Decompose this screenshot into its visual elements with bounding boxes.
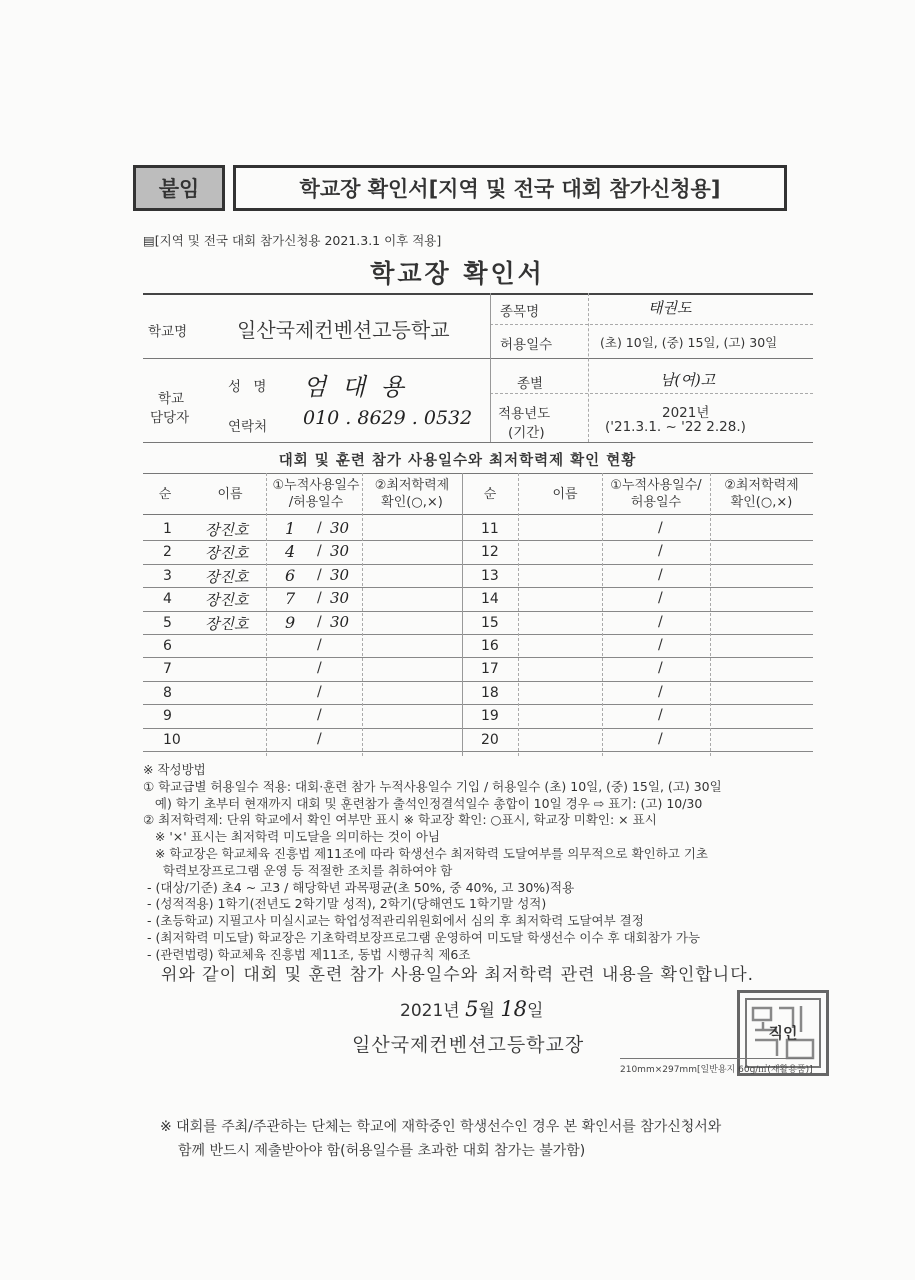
col-header-no-right: 순: [483, 487, 497, 502]
category-label: 종별: [517, 376, 544, 392]
table-row: [145, 705, 812, 728]
used-days-handwritten: 4: [285, 542, 296, 562]
table-row-border: [143, 751, 813, 752]
period-label: 적용년도: [498, 406, 551, 422]
days-separator-right: /: [658, 543, 663, 560]
days-separator-right: /: [658, 613, 663, 630]
info-divider: [143, 358, 813, 359]
table-row: [145, 565, 812, 588]
signing-date: 2021년 5월 18일: [400, 997, 544, 1021]
svg-text:직인: 직인: [768, 1024, 798, 1042]
days-separator: /: [317, 637, 322, 653]
row-number: 3: [163, 567, 172, 584]
col-header-days-right: ①누적사용일수/ 허용일수: [610, 478, 702, 510]
days-separator: /: [317, 590, 322, 607]
info-divider: [490, 393, 813, 394]
days-separator-right: /: [658, 566, 663, 583]
staff-name-handwritten: 엄 대 용: [303, 373, 408, 401]
instructions-heading: ※ 작성방법: [143, 762, 206, 777]
used-days-handwritten: 6: [285, 565, 296, 585]
table-header-border: [143, 514, 813, 515]
event-label: 종목명: [500, 304, 540, 320]
table-column-divider: [266, 473, 267, 756]
table-column-divider: [602, 473, 603, 756]
row-number-right: 19: [481, 708, 499, 725]
info-bottom-border: [143, 442, 813, 443]
row-number: 6: [163, 638, 172, 654]
school-name: 일산국제컨벤션고등학교: [237, 318, 450, 342]
info-divider: [490, 324, 813, 325]
instruction-line: - (성적적용) 1학기(전년도 2학기말 성적), 2학기(당해연도 1학기말 성적): [143, 896, 547, 912]
info-column-divider: [588, 293, 589, 442]
student-name-handwritten: 장진호: [205, 521, 249, 539]
table-row: [145, 612, 812, 635]
contact-handwritten: 010 . 8629 . 0532: [303, 407, 473, 429]
table-row: [145, 682, 812, 705]
info-top-border: [143, 293, 813, 295]
used-days-handwritten: 1: [285, 519, 296, 538]
section-title: 대회 및 훈련 참가 사용일수와 최저학력제 확인 현황: [278, 453, 637, 469]
student-name-handwritten: 장진호: [205, 567, 249, 586]
row-number: 2: [163, 544, 172, 561]
instruction-line: - (대상/기준) 초4 ~ 고3 / 해당학년 과목평균(초 50%, 중 40%, 고 30%)적용: [143, 879, 575, 895]
event-value: 태권도: [648, 299, 692, 317]
applicable-year: 2021년: [662, 405, 710, 421]
table-row: [145, 541, 812, 564]
school-label: 학교명: [148, 324, 188, 340]
student-name-handwritten: 장진호: [205, 591, 249, 610]
attachment-tag: 붙임: [133, 165, 225, 211]
days-separator-right: /: [658, 730, 663, 747]
row-number-right: 14: [481, 591, 499, 608]
allowed-days-label: 허용일수: [500, 337, 553, 353]
days-separator-right: /: [658, 637, 663, 653]
instruction-line: ※ '×' 표시는 최저학력 미도달을 의미하는 것이 아님: [143, 829, 440, 845]
row-number: 7: [163, 661, 172, 678]
days-separator: /: [317, 543, 322, 560]
applicability-note: ▤[지역 및 전국 대회 참가신청용 2021.3.1 이후 적용]: [143, 233, 442, 248]
student-name-handwritten: 장진호: [205, 544, 249, 563]
instruction-line: - (초등학교) 지필고사 미실시교는 학업성적관리위원회에서 심의 후 최저학력 도달여부 결정: [143, 913, 644, 929]
applicable-period: ('21.3.1. ~ '22 2.28.): [605, 419, 746, 435]
days-separator-right: /: [658, 590, 663, 607]
days-separator-right: /: [658, 707, 663, 724]
staff-label: 학교: [158, 391, 185, 407]
instruction-line: - (최저학력 미도달) 학교장은 기초학력보장프로그램 운영하여 미도달 학생선수 이수 후 대회참가 가능: [143, 930, 701, 945]
instruction-line: 학력보장프로그램 운영 등 적절한 조치를 취하여야 함: [143, 862, 453, 878]
col-header-name-right: 이름: [552, 487, 578, 502]
allowed-days-handwritten: 30: [330, 542, 350, 561]
signature-underline: [620, 1058, 813, 1059]
col-header-min-academic: ②최저학력제 확인(○,×): [374, 478, 450, 510]
row-number-right: 20: [481, 731, 499, 748]
row-number: 9: [163, 708, 172, 725]
document-header-title: 학교장 확인서[지역 및 전국 대회 참가신청용]: [233, 165, 787, 211]
table-row: [145, 635, 812, 658]
table-center-divider: [462, 473, 463, 756]
days-separator-right: /: [658, 520, 663, 536]
days-separator-right: /: [658, 683, 663, 700]
row-number: 10: [163, 731, 181, 748]
staff-label: 담당자: [150, 410, 190, 426]
col-header-days: ①누적사용일수 /허용일수: [272, 478, 360, 510]
instruction-line: ① 학교급별 허용일수 적용: 대회·훈련 참가 누적사용일수 기입 / 허용일수 (초) 10일, (중) 15일, (고) 30일: [143, 778, 722, 794]
period-label: (기간): [508, 425, 545, 441]
row-number-right: 12: [481, 544, 499, 561]
name-label: 성 명: [228, 379, 271, 395]
days-separator: /: [317, 730, 322, 747]
allowed-days-value: (초) 10일, (중) 15일, (고) 30일: [600, 335, 778, 350]
table-row: [145, 518, 812, 541]
allowed-days-handwritten: 30: [330, 519, 350, 537]
table-column-divider: [710, 473, 711, 756]
row-number-right: 15: [481, 614, 499, 631]
instruction-line: - (관련법령) 학교체육 진흥법 제11조, 동법 시행규칙 제6조: [143, 946, 471, 962]
row-number: 4: [163, 591, 172, 608]
days-separator: /: [317, 660, 322, 677]
used-days-handwritten: 7: [285, 589, 296, 609]
page-title: 학교장 확인서: [370, 259, 545, 288]
days-separator: /: [317, 613, 322, 630]
row-number-right: 11: [481, 521, 499, 537]
days-separator: /: [317, 566, 322, 583]
col-header-name: 이름: [217, 487, 243, 502]
row-number-right: 13: [481, 567, 499, 584]
table-row: [145, 588, 812, 611]
student-name-handwritten: 장진호: [205, 614, 249, 633]
confirmation-statement: 위와 같이 대회 및 훈련 참가 사용일수와 최저학력 관련 내용을 확인합니다.: [160, 965, 755, 985]
table-row: [145, 658, 812, 681]
table-column-divider: [362, 473, 363, 756]
row-number: 8: [163, 684, 172, 701]
signatory-school-principal: 일산국제컨벤션고등학교장: [352, 1034, 585, 1056]
days-separator: /: [317, 683, 322, 700]
row-number-right: 18: [481, 684, 499, 701]
allowed-days-handwritten: 30: [330, 612, 350, 631]
row-number: 5: [163, 614, 172, 631]
allowed-days-handwritten: 30: [330, 589, 350, 608]
instruction-line: ② 최저학력제: 단위 학교에서 확인 여부만 표시 ※ 학교장 확인: ○표시, 학교장 미확인: × 표시: [143, 812, 657, 828]
days-separator-right: /: [658, 660, 663, 677]
table-top-border: [143, 473, 813, 474]
days-separator: /: [317, 707, 322, 724]
paper-spec: 210mm×297mm[일반용지 60g/㎡(재활용품)]: [620, 1065, 813, 1075]
submission-note: ※ 대회를 주최/주관하는 단체는 학교에 재학중인 학생선수인 경우 본 확인서를 참가신청서와: [160, 1119, 722, 1135]
info-column-divider: [490, 293, 491, 442]
col-header-no: 순: [158, 487, 172, 502]
category-value: 남(여)고: [660, 371, 716, 389]
row-number-right: 17: [481, 661, 499, 678]
col-header-min-academic-right: ②최저학력제 확인(○,×): [724, 478, 799, 510]
contact-label: 연락처: [228, 419, 268, 435]
instruction-line: ※ 학교장은 학교체육 진흥법 제11조에 따라 학생선수 최저학력 도달여부를 의무적으로 확인하고 기초: [143, 846, 709, 861]
table-row: [145, 729, 812, 752]
used-days-handwritten: 9: [285, 612, 296, 632]
row-number: 1: [163, 521, 172, 537]
submission-note: 함께 반드시 제출받아야 함(허용일수를 초과한 대회 참가는 불가함): [178, 1143, 586, 1159]
days-separator: /: [317, 520, 322, 536]
row-number-right: 16: [481, 638, 499, 654]
allowed-days-handwritten: 30: [330, 565, 350, 584]
instruction-line: 예) 학기 초부터 현재까지 대회 및 훈련참가 출석인정결석일수 총합이 10일 경우 ⇨ 표기: (고) 10/30: [143, 795, 703, 811]
table-column-divider: [518, 473, 519, 756]
